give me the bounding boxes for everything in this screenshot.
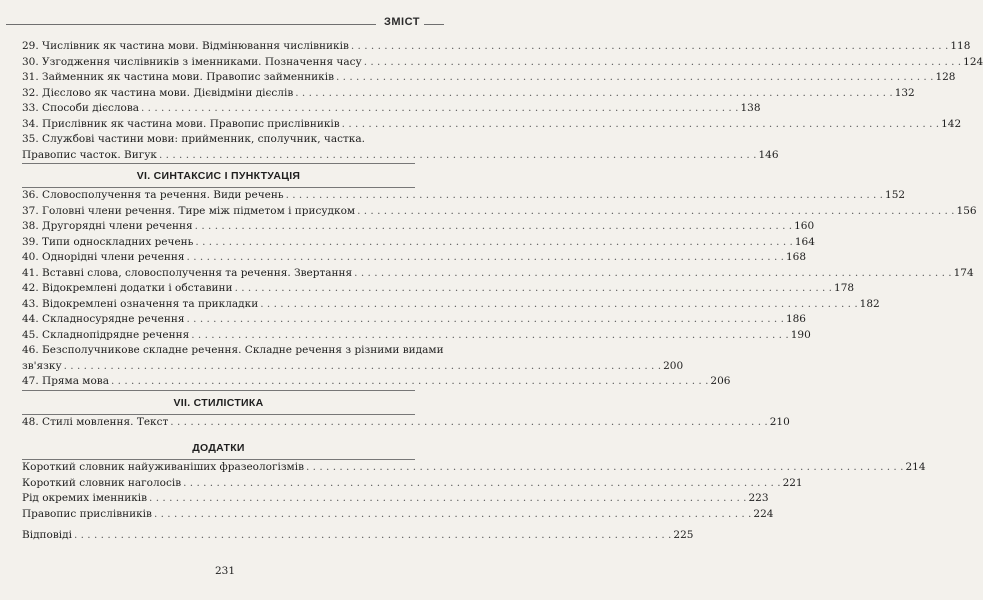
toc-page-number: 160 (794, 220, 815, 232)
leader-dots (64, 359, 661, 375)
toc-entry (22, 415, 790, 431)
toc-entry (22, 204, 977, 220)
section-heading-stylistics: VII. СТИЛІСТИКА (173, 396, 264, 409)
toc-entry-label: Короткий словник найуживаніших фразеологізмів (22, 461, 304, 473)
toc-page-number: 225 (673, 529, 694, 541)
toc-entry (22, 491, 769, 507)
toc-entry-label: Відповіді (22, 529, 72, 541)
toc-page-number: 142 (941, 117, 962, 130)
toc-entry-label: Рід окремих іменників (22, 492, 148, 504)
toc-entry-46 (22, 343, 684, 374)
toc-entry-label: 39. Типи односкладних речень (22, 235, 194, 248)
toc-entry (22, 250, 807, 266)
toc-entry (22, 219, 815, 235)
toc-entry-label: 37. Головні члени речення. Тире між підметом і присудком (22, 204, 356, 217)
leader-dots (186, 312, 783, 328)
leader-dots (235, 281, 832, 297)
toc-entry-label: 29. Числівник як частина мови. Відмінювання числівників (22, 40, 349, 52)
toc-entry-label: 43. Відокремлені означення та прикладки (22, 297, 259, 310)
leader-dots (342, 117, 939, 133)
leader-dots (74, 528, 671, 544)
toc-page-number: 186 (785, 313, 806, 325)
page-number: 231 (214, 565, 236, 577)
leader-dots (364, 55, 961, 71)
toc-entry (22, 86, 915, 102)
toc-entry (22, 70, 956, 86)
toc-entry (22, 101, 761, 117)
toc-entry-label: 45. Складнопідрядне речення (22, 328, 190, 341)
leader-dots (149, 491, 746, 507)
toc-entry-label: Правопис часток. Вигук (22, 148, 157, 161)
toc-page-number: 168 (786, 251, 807, 263)
toc-entry-label: 31. Займенник як частина мови. Правопис займенників (22, 71, 334, 83)
toc-entry (22, 117, 962, 133)
leader-dots (170, 415, 767, 431)
toc-entry-label: 38. Другорядні члени речення (22, 220, 193, 232)
section-heading-appendix: ДОДАТКИ (192, 442, 245, 454)
toc-entry (22, 460, 926, 476)
toc-page-number: 206 (710, 375, 731, 387)
toc-group-appendix (22, 460, 926, 522)
leader-dots (191, 328, 788, 344)
section-divider (22, 163, 415, 164)
toc-entry (22, 55, 983, 71)
leader-dots (195, 235, 792, 251)
toc-entry-label: 44. Складносурядне речення (22, 313, 185, 325)
toc-entry-label: 34. Прислівник як частина мови. Правопис прислівників (22, 117, 340, 130)
toc-page-number: 146 (758, 148, 779, 161)
leader-dots (154, 507, 751, 523)
toc-entry-label: 36. Словосполучення та речення. Види речень (22, 189, 284, 201)
toc-page-number: 200 (663, 359, 684, 372)
toc-entry (22, 281, 855, 297)
toc-page-number: 152 (885, 189, 906, 201)
toc-page-number: 124 (963, 55, 983, 68)
toc-entry (22, 297, 880, 313)
leader-dots (111, 374, 708, 390)
header-title: ЗМІСТ (384, 16, 420, 28)
toc-entry (22, 312, 806, 328)
section-heading-syntax: VI. СИНТАКСИС І ПУНКТУАЦІЯ (136, 170, 301, 182)
header-rule (6, 24, 376, 25)
toc-page-number: 210 (769, 415, 790, 428)
toc-entry-label: 32. Дієслово як частина мови. Дієвідміни дієслів (22, 86, 294, 99)
toc-entry (22, 39, 971, 55)
toc-entry-label: 47. Пряма мова (22, 375, 109, 387)
toc-entry-label: Правопис прислівників (22, 507, 152, 520)
toc-page-number: 174 (953, 266, 974, 279)
toc-entry-47 (22, 374, 731, 390)
toc-entry-label: 42. Відокремлені додатки і обставини (22, 282, 233, 294)
toc-entry-label: 35. Службові частини мови: прийменник, сполучник, частка. (22, 133, 365, 145)
toc-group-stylistics (22, 415, 790, 431)
leader-dots (195, 219, 792, 235)
toc-page-number: 182 (859, 297, 880, 310)
leader-dots (306, 460, 903, 476)
leader-dots (354, 266, 951, 282)
leader-dots (295, 86, 892, 102)
header-rule-short (424, 24, 444, 25)
toc-page-number: 214 (905, 461, 926, 473)
toc-entry (22, 188, 906, 204)
toc-entry (22, 235, 815, 251)
toc-entry (22, 266, 974, 282)
toc-entry-label: 41. Вставні слова, словосполучення та речення. Звертання (22, 266, 353, 279)
toc-entry (22, 507, 774, 523)
toc-entry-label: 33. Способи дієслова (22, 102, 139, 114)
toc-page-number: 138 (740, 102, 761, 114)
toc-entry-label: зв'язку (22, 359, 62, 372)
toc-group-syntax (22, 188, 977, 343)
leader-dots (286, 188, 883, 204)
toc-page-number: 164 (794, 235, 815, 248)
toc-page-number: 156 (956, 204, 977, 217)
toc-entry-answers (22, 528, 694, 544)
leader-dots (357, 204, 954, 220)
toc-entry-label: 40. Однорідні члени речення (22, 251, 185, 263)
toc-page-number: 223 (748, 492, 769, 504)
toc-entry (22, 476, 803, 492)
leader-dots (336, 70, 933, 86)
section-divider (22, 390, 415, 391)
leader-dots (260, 297, 857, 313)
toc-entry-label: 46. Безсполучникове складне речення. Складне речення з різними видами (22, 344, 444, 356)
toc-entry-label: 30. Узгодження числівників з іменниками. Позначення часу (22, 55, 362, 68)
leader-dots (159, 148, 756, 164)
toc-page-number: 132 (894, 86, 915, 99)
toc-page-number: 221 (782, 476, 803, 489)
leader-dots (183, 476, 780, 492)
toc-page-number: 128 (935, 71, 956, 83)
toc-entry (22, 328, 811, 344)
page-header (0, 14, 450, 34)
toc-entry-35 (22, 132, 779, 163)
leader-dots (187, 250, 784, 266)
toc-entry-continuation (22, 148, 779, 164)
leader-dots (351, 39, 948, 55)
toc-page-number: 190 (790, 328, 811, 341)
toc-page-number: 118 (950, 40, 971, 52)
toc-page-number: 224 (753, 507, 774, 520)
toc-entry-continuation (22, 359, 684, 375)
toc-group-parts-of-speech (22, 39, 983, 132)
toc-entry-label: Короткий словник наголосів (22, 476, 182, 489)
leader-dots (141, 101, 738, 117)
toc-entry-label: 48. Стилі мовлення. Текст (22, 415, 169, 428)
table-of-contents (22, 39, 983, 544)
toc-page-number: 178 (834, 282, 855, 294)
